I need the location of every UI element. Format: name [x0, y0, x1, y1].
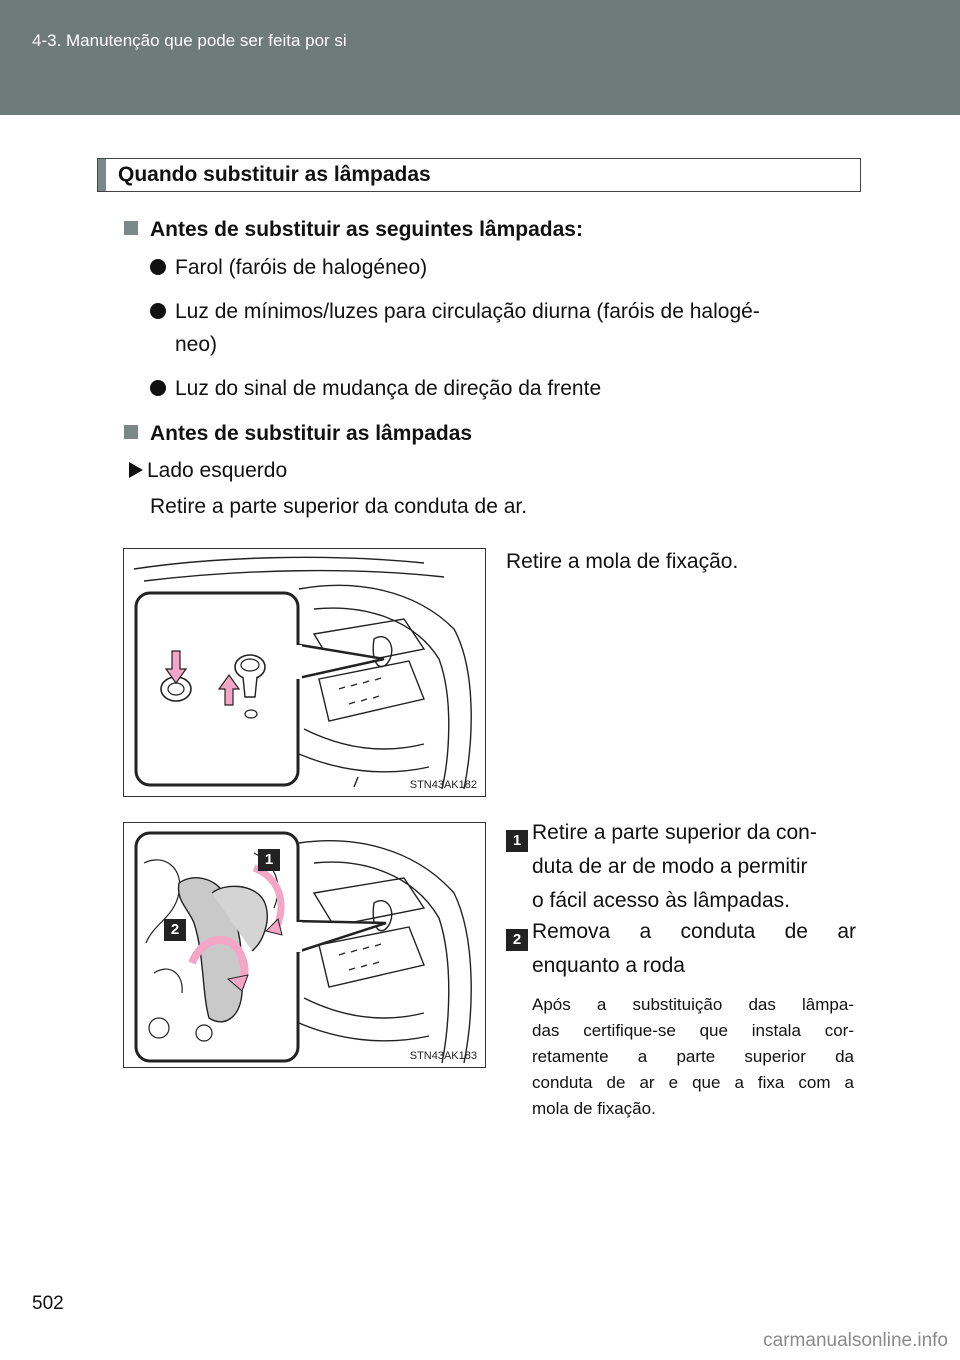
- air-duct-illustration: [124, 823, 485, 1067]
- figure-retaining-clip: [123, 548, 486, 797]
- breadcrumb: 4-3. Manutenção que pode ser feita por si: [32, 31, 347, 50]
- before-bulbs-heading: Antes de substituir as seguintes lâmpadas:: [124, 218, 583, 242]
- header-bar: [0, 0, 960, 115]
- side-label: Lado esquerdo: [129, 454, 287, 488]
- figure1-caption: Retire a mola de fixação.: [506, 550, 739, 573]
- step-text: o fácil acesso às lâmpadas.: [532, 889, 790, 912]
- figure-code: STN43AK182: [409, 779, 477, 791]
- list-item: Farol (faróis de halogéneo): [150, 250, 427, 286]
- step-badge: 2: [506, 929, 528, 951]
- bullet-dot-icon: [150, 380, 166, 396]
- square-bullet-icon: [124, 425, 138, 439]
- before-replace-heading: Antes de substituir as lâmpadas: [124, 422, 472, 446]
- figure-air-duct: [123, 822, 486, 1068]
- engine-bay-illustration: [124, 549, 485, 796]
- section-title: Quando substituir as lâmpadas: [118, 163, 431, 186]
- section-accent: [98, 159, 106, 191]
- step-text: enquanto a roda: [532, 954, 685, 977]
- figure-code: STN43AK183: [409, 1050, 477, 1062]
- note: Após a substituição das lâmpa- das certifique-se que instala cor- retamente a parte superior da conduta de ar e que a fixa com a mola de fixação.: [532, 995, 854, 1118]
- step-badge: 2: [164, 919, 186, 941]
- list-item: Luz do sinal de mudança de direção da frente: [150, 371, 601, 407]
- step-text: Remova a conduta de ar: [532, 920, 856, 943]
- step-badge: 1: [258, 849, 280, 871]
- list-item-continuation: neo): [175, 333, 218, 356]
- intro-text: Retire a parte superior da conduta de ar.: [150, 495, 528, 518]
- step-text: Retire a parte superior da con-: [532, 821, 817, 844]
- step-badge: 1: [506, 830, 528, 852]
- bullet-dot-icon: [150, 259, 166, 275]
- section-title-box: [97, 158, 861, 192]
- list-item: Luz de mínimos/luzes para circulação diurna (faróis de halogé-: [150, 294, 862, 330]
- page-number: 502: [32, 1293, 64, 1314]
- square-bullet-icon: [124, 221, 138, 235]
- step-text: duta de ar de modo a permitir: [532, 855, 808, 878]
- watermark: carmanualsonline.info: [763, 1330, 948, 1351]
- bullet-dot-icon: [150, 303, 166, 319]
- triangle-pointer-icon: [129, 462, 143, 478]
